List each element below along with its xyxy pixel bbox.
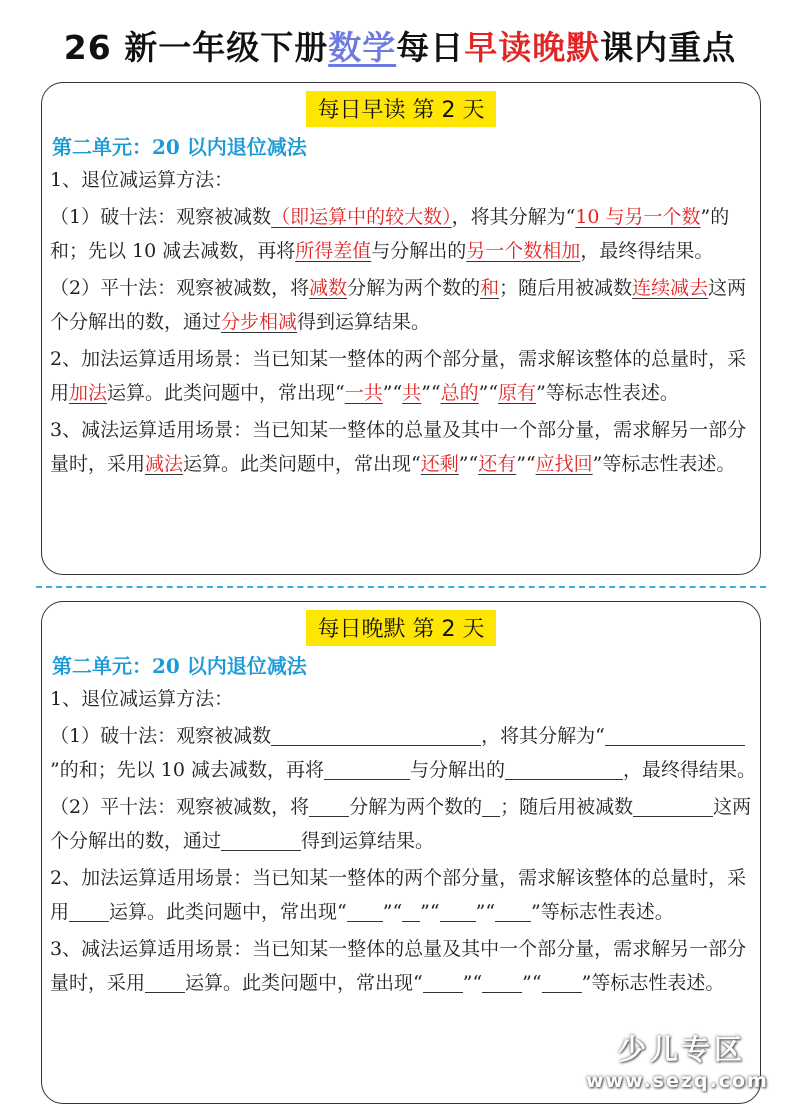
fill-blank[interactable] [482, 794, 500, 817]
morning-reading-card [41, 82, 761, 575]
title-highlight: 早读晚默 [464, 28, 601, 67]
fill-blank[interactable] [145, 970, 185, 993]
fill-blank[interactable] [505, 757, 623, 780]
evening-paragraph-4: 3、减法运算适用场景：当已知某一整体的总量及其中一个部分量，需求解另一部分量时，采用 运算。此类问题中，常出现“ ”“ ”“ ”等标志性表述。 [50, 938, 747, 994]
fill-blank[interactable] [423, 970, 463, 993]
answer-text: 减数 [309, 277, 348, 299]
answer-text: （即运算中的较大数） [271, 206, 452, 228]
answer-text: 另一个数相加 [466, 240, 581, 262]
answer-text: 所得差值 [295, 240, 372, 262]
title-middle: 每日 [396, 28, 465, 67]
fill-blank[interactable] [271, 723, 481, 746]
fill-blank[interactable] [542, 970, 582, 993]
fill-blank[interactable] [221, 828, 301, 851]
evening-heading [42, 610, 760, 646]
evening-unit-title: 第二单元：20 以内退位减法 [52, 654, 307, 678]
title-suffix: 课内重点 [600, 28, 737, 67]
morning-heading [42, 91, 760, 127]
fill-blank[interactable] [495, 899, 531, 922]
evening-paragraph-2: （2）平十法：观察被减数，将 分解为两个数的 ；随后用被减数 这两个分解出的数，通过 得到运算结果。 [50, 796, 752, 852]
morning-paragraph-4: 3、减法运算适用场景：当已知某一整体的总量及其中一个部分量，需求解另一部分量时，采用减法运算。此类问题中，常出现“还剩”“还有”“应找回”等标志性表述。 [50, 419, 747, 475]
answer-text: 总的 [440, 382, 479, 404]
answer-text: 还剩 [420, 453, 459, 475]
page-title [0, 22, 800, 69]
fill-blank[interactable] [440, 899, 476, 922]
answer-text: 10 与另一个数 [575, 206, 701, 228]
answer-text: 分步相减 [221, 311, 298, 333]
answer-text: 应找回 [535, 453, 593, 475]
answer-text: 连续减去 [632, 277, 709, 299]
fill-blank[interactable] [324, 757, 410, 780]
fill-blank[interactable] [482, 970, 522, 993]
answer-text: 减法 [145, 453, 184, 475]
evening-paragraph-3: 2、加法运算适用场景：当已知某一整体的两个部分量，需求解该整体的总量时，采用 运算。此类问题中，常出现“ ”“ ”“ ”“ ”等标志性表述。 [50, 867, 747, 923]
morning-paragraph-3: 2、加法运算适用场景：当已知某一整体的两个部分量，需求解该整体的总量时，采用加法运算。此类问题中，常出现“一共”“共”“总的”“原有”等标志性表述。 [50, 348, 747, 404]
evening-heading-label: 每日晚默 第 2 天 [306, 610, 497, 646]
morning-content [50, 163, 756, 484]
answer-text: 加法 [69, 382, 108, 404]
title-prefix: 26 新一年级下册 [63, 28, 329, 67]
evening-section-1-title: 1、退位减运算方法： [50, 688, 234, 710]
fill-blank[interactable] [347, 899, 383, 922]
morning-paragraph-2: （2）平十法：观察被减数，将减数分解为两个数的和；随后用被减数连续减去这两个分解出的数，通过分步相减得到运算结果。 [50, 277, 747, 333]
answer-text: 还有 [478, 453, 517, 475]
fill-blank[interactable] [633, 794, 713, 817]
fill-blank[interactable] [309, 794, 349, 817]
morning-paragraph-1: （1）破十法：观察被减数（即运算中的较大数），将其分解为“10 与另一个数”的和；先以 10 减去减数，再将所得差值与分解出的另一个数相加，最终得结果。 [50, 206, 730, 262]
evening-paragraph-1: （1）破十法：观察被减数 ，将其分解为“”的和；先以 10 减去减数，再将 与分解出的 ，最终得结果。 [50, 725, 757, 781]
answer-text: 共 [402, 382, 422, 404]
dashed-divider [36, 586, 766, 588]
watermark-logo: 少儿专区 [618, 1033, 747, 1066]
fill-blank[interactable] [605, 723, 745, 746]
answer-text: 和 [480, 277, 500, 299]
morning-section-1-title: 1、退位减运算方法： [50, 169, 234, 191]
morning-heading-label: 每日早读 第 2 天 [306, 91, 497, 127]
fill-blank[interactable] [402, 899, 420, 922]
answer-text: 原有 [498, 382, 537, 404]
title-subject: 数学 [328, 28, 397, 67]
watermark-url: www.sezq.com [586, 1070, 769, 1092]
answer-text: 一共 [344, 382, 383, 404]
fill-blank[interactable] [69, 899, 109, 922]
evening-content [50, 682, 756, 1003]
morning-unit-title: 第二单元：20 以内退位减法 [52, 135, 307, 159]
